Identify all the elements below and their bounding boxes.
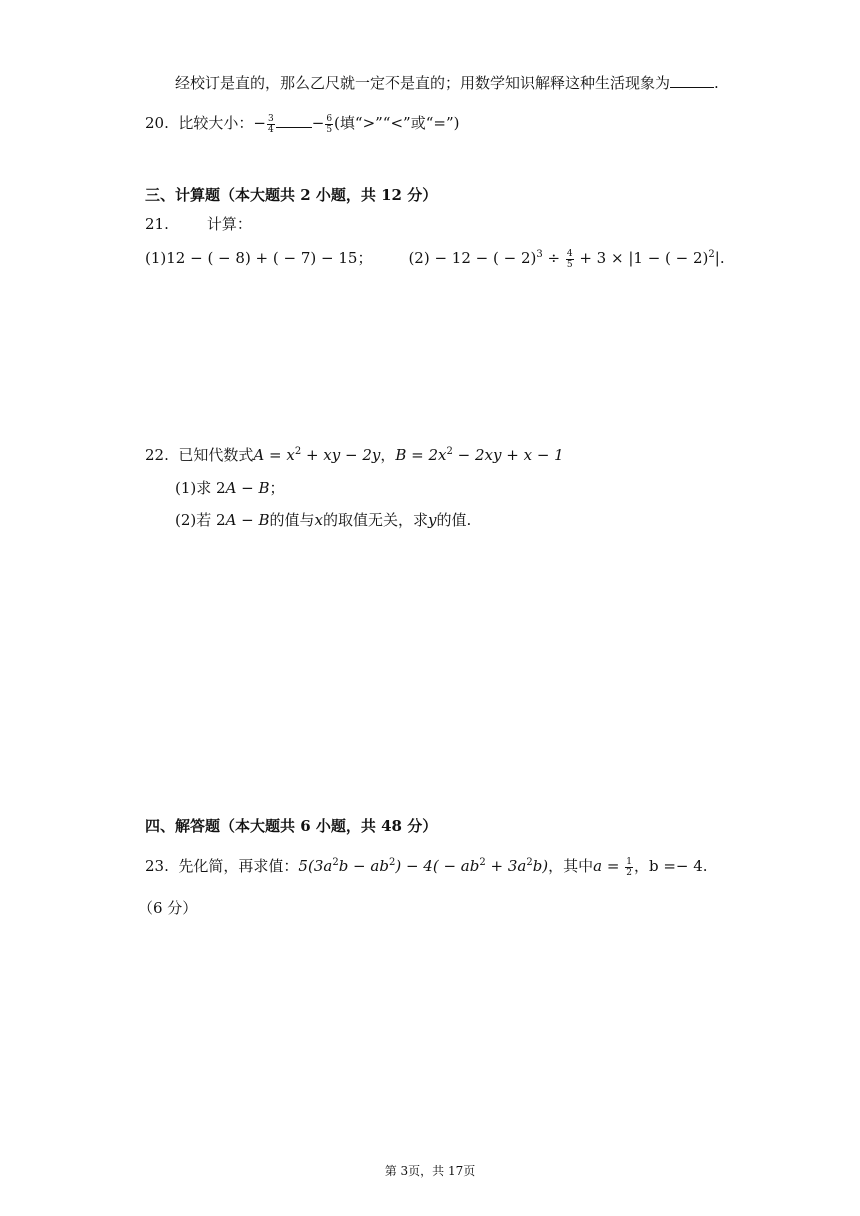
q20-number: 20. bbox=[145, 114, 169, 132]
page-footer: 第 3页，共 17页 bbox=[384, 1164, 476, 1178]
q21-part-2: (2) − 12 − ( − 2)$^3$ ÷ $\frac{4}{5}$ + 3 × |1 − ( − 2)$^2$|. bbox=[408, 248, 725, 270]
section-4-heading: 四、解答题（本大题共 6 小题，共 48 分） bbox=[145, 817, 438, 835]
q22-A-definition: $A = x^2$ + xy − 2y bbox=[253, 446, 381, 464]
q19-tail-text: 经校订是直的，那么乙尺就一定不是直的；用数学知识解释这种生活现象为 bbox=[175, 74, 671, 92]
q21-number: 21. bbox=[145, 215, 169, 233]
q20-fraction-1: $\frac{3}{4}$ bbox=[268, 113, 274, 135]
q19-answer-blank bbox=[670, 87, 714, 88]
q22-number: 22. bbox=[145, 446, 169, 464]
q22-B-definition: $B = 2x^2 - 2xy + x - 1$ bbox=[395, 446, 564, 464]
q23-intro: 先化简，再求值： bbox=[178, 857, 299, 875]
q23-a-value: a = $\frac{1}{2}$ bbox=[593, 856, 632, 878]
q23-expression: $5(3a^2b - ab^2) - 4( - ab^2 + 3a^2b)$ bbox=[298, 857, 549, 875]
q23-line: 23. 先化简，再求值：$5(3a^2b - ab^2) - 4( - ab^2 + 3a^2b)$，其中a = $\frac{1}{2}$ ，b =− 4. bbox=[145, 856, 708, 878]
q22-line: 22. 已知代数式$A = x^2$ + xy − 2y，$B = 2x^2 - 2xy + x - 1$ bbox=[145, 446, 564, 464]
q20-answer-blank bbox=[276, 127, 312, 128]
q23-b-value: ，b =− 4. bbox=[633, 857, 708, 875]
q19-tail-line bbox=[175, 72, 719, 94]
q19-end: . bbox=[714, 74, 719, 92]
section-3-heading: 三、计算题（本大题共 2 小题，共 12 分） bbox=[145, 186, 438, 204]
q20-line bbox=[145, 112, 459, 135]
q22-sub-1: (1)求 2A − B； bbox=[175, 479, 285, 497]
q21-part-1: (1)12 − ( − 8) + ( − 7) − 15； bbox=[145, 249, 373, 267]
q21-line bbox=[145, 213, 252, 235]
q23-number: 23. bbox=[145, 857, 169, 875]
q20-label: 比较大小： bbox=[178, 114, 254, 132]
q22-sub-2: (2)若 2A − B的值与x的取值无关，求y的值. bbox=[175, 511, 472, 529]
q20-minus-1: − bbox=[253, 114, 266, 132]
q23-score: （6 分） bbox=[138, 899, 198, 917]
q20-fraction-2: $\frac{6}{5}$ bbox=[326, 113, 333, 135]
q20-minus-2: − bbox=[311, 114, 325, 132]
q20-hint: (填“>”“<”或“=”) bbox=[334, 114, 460, 132]
q21-label: 计算： bbox=[206, 215, 252, 233]
q22-intro: 已知代数式 bbox=[178, 446, 254, 464]
q21-parts-line bbox=[145, 247, 725, 270]
